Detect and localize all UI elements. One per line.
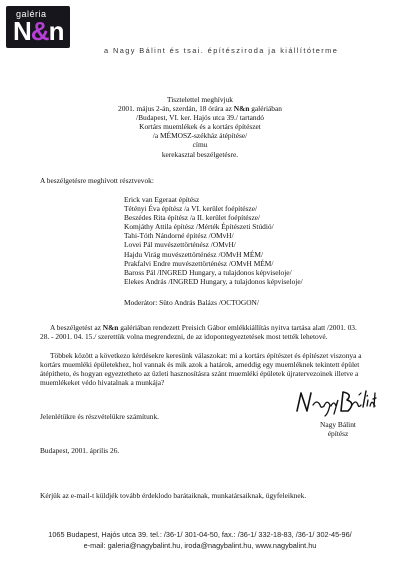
participant-item: Elekes András /INGRED Hungary, a tulajdonos képviseloje/ [124,276,303,286]
invite-line: /a MÉMOSZ-székház átépítése/ [152,131,248,141]
participant-item: Lovei Pál muvészettörténész /OMvH/ [124,240,236,250]
participant-item: Hajdu Virág muvészettörténész /OMvH MÉM/ [124,249,263,259]
participants-list [124,195,303,286]
invite-line: 2001. május 2-án, szerdán, 18 órára az N&n galériában [118,104,282,114]
gallery-logo [6,6,70,48]
participant-item: Komjáthy Attila építész /Mérték Építészeti Stúdió/ [124,222,274,232]
participant-item: Baross Pál /INGRED Hungary, a tulajdonos képviseloje/ [124,267,292,277]
logo-ampersand: & [30,16,49,46]
signature-role: építész [327,429,349,439]
invite-line: címu [192,140,208,150]
header-tagline: a Nagy Bálint és tsai. építésziroda ja kiállítóterme [104,46,339,55]
closing-line: Jelenlétükre és részvételükre számítunk. [40,412,160,421]
forward-note: Kérjük az e-mail-t küldjék tovább érdeklodo barátaiknak, munkatársaiknak, ügyfeleiknek. [40,491,307,500]
paragraph-exhibition-text: A beszélgetést az N&n galériában rendezett Preisich Gábor emlékkiállítás nyitva tartása alatt /2001. 03. 28. - 2001. 04. 15./ szerettük volna megrendezni, de az idopontegyeztetések most tették lehetové. [40,323,357,342]
handwritten-signature [293,387,379,419]
invite-line: Kortárs muemlékek és a kortárs építészet [139,122,261,132]
moderator-line: Moderátor: Süto András Balázs /OCTOGON/ [124,298,259,307]
signature-name: Nagy Bálint [320,420,356,429]
invite-line: /Budapest, VI. ker. Hajós utca 39./ tartandó [136,113,264,123]
participant-item: Tahi-Tóth Nándorné építész /OMvH/ [124,231,234,241]
paragraph-questions [40,351,362,387]
paragraph-questions-text: Többek között a következo kérdésekre keresünk válaszokat: mi a kortárs építészet és építészet viszonya a kortárs muemléki épületekhez, hol vannak és mik azok a határok, ameddig egy muemléknek tekintett épület átépítheto, és hogyan egyeztetheto az üzleti hasznosításra szánt muemléki épületek újratervezoinek illetve a muemlékeket védo hivatalnak a munkája? [40,351,362,388]
participant-item: Beszédes Rita építész /a II. kerület foépítésze/ [124,213,261,223]
invite-line: Tisztelettel meghívjuk [166,95,234,104]
logo-main-text [13,17,63,45]
footer-contacts: e-mail: galeria@nagybalint.hu, iroda@nagybalint.hu, www.nagybalint.hu [83,541,317,550]
participant-item: Erick van Egeraat építész [124,195,200,204]
invite-line: kerekasztal beszélgetésre. [161,149,239,159]
logo-letter-n1: N [13,16,31,46]
footer-address: 1065 Budapest, Hajós utca 39. tel.: /36-1/ 301-04-50, fax.: /36-1/ 332-18-83, /36-1/ 302-45-96/ [48,530,352,539]
paragraph-exhibition [40,323,362,341]
participant-item: Tétényi Éva építész /a VI. kerület foépítésze/ [124,204,258,214]
signature-block [308,420,368,438]
participant-item: Prakfalvi Endre muvészettörténész /OMvH MÉM/ [124,258,274,268]
logo-letter-n2: n [48,16,64,46]
place-date: Budapest, 2001. április 26. [40,446,120,455]
invitation-block [100,95,300,159]
participants-intro: A beszélgetésre meghívott résztvevok: [40,176,154,185]
logo-top-text: galéria [16,9,47,19]
